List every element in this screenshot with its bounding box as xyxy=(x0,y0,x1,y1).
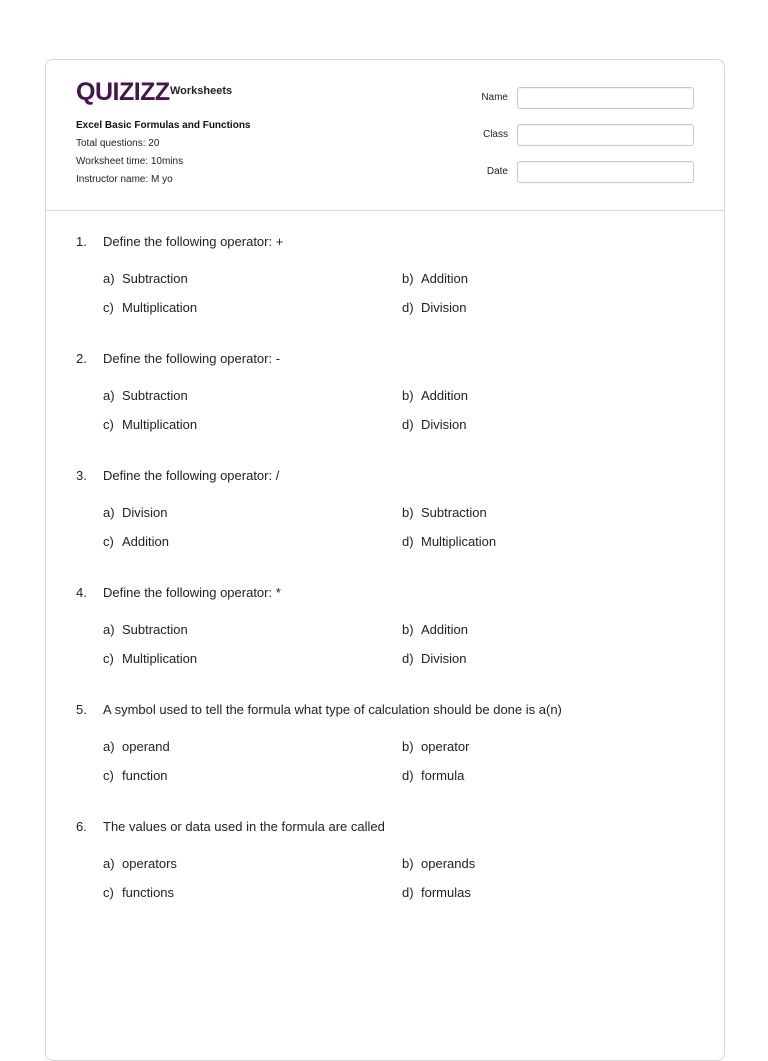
option-text: Division xyxy=(421,417,467,432)
question-number: 4. xyxy=(76,585,87,600)
question-text xyxy=(76,351,280,366)
answer-option[interactable] xyxy=(402,417,467,432)
answer-option[interactable] xyxy=(103,388,188,403)
class-label: Class xyxy=(482,129,508,140)
option-letter: a) xyxy=(103,856,115,871)
option-letter: a) xyxy=(103,505,115,520)
answer-option[interactable] xyxy=(402,739,469,754)
question-number: 2. xyxy=(76,351,87,366)
option-text: functions xyxy=(122,885,175,900)
option-letter: c) xyxy=(103,417,114,432)
answer-option[interactable] xyxy=(103,651,197,666)
question-prompt: Define the following operator: - xyxy=(103,351,281,366)
option-letter: d) xyxy=(402,417,414,432)
question-prompt: Define the following operator: + xyxy=(103,234,284,249)
question-prompt: Define the following operator: / xyxy=(103,468,280,483)
date-field[interactable] xyxy=(517,161,694,183)
answer-option[interactable] xyxy=(103,300,197,315)
worksheet-time: Worksheet time: 10mins xyxy=(76,156,184,167)
answer-option[interactable] xyxy=(103,885,174,900)
option-letter: c) xyxy=(103,768,114,783)
answer-option[interactable] xyxy=(103,534,169,549)
option-letter: b) xyxy=(402,622,414,637)
answer-option[interactable] xyxy=(402,622,468,637)
answer-option[interactable] xyxy=(103,856,177,871)
answer-option[interactable] xyxy=(103,622,188,637)
option-letter: d) xyxy=(402,885,414,900)
class-field[interactable] xyxy=(517,124,694,146)
name-field[interactable] xyxy=(517,87,694,109)
answer-option[interactable] xyxy=(402,651,467,666)
question-prompt: Define the following operator: * xyxy=(103,585,281,600)
option-letter: c) xyxy=(103,534,114,549)
option-letter: a) xyxy=(103,622,115,637)
option-letter: b) xyxy=(402,856,414,871)
option-text: Subtraction xyxy=(122,622,188,637)
option-text: Multiplication xyxy=(122,300,198,315)
answer-option[interactable] xyxy=(103,768,168,783)
option-text: Subtraction xyxy=(421,505,487,520)
question-text xyxy=(76,819,385,834)
question-prompt: The values or data used in the formula are called xyxy=(103,819,385,834)
option-letter: d) xyxy=(402,534,414,549)
answer-option[interactable] xyxy=(402,271,468,286)
answer-option[interactable] xyxy=(402,534,496,549)
option-text: Multiplication xyxy=(122,417,198,432)
option-text: operator xyxy=(421,739,470,754)
option-letter: b) xyxy=(402,505,414,520)
option-letter: c) xyxy=(103,300,114,315)
option-letter: c) xyxy=(103,651,114,666)
answer-option[interactable] xyxy=(402,856,475,871)
answer-option[interactable] xyxy=(103,417,197,432)
option-letter: a) xyxy=(103,388,115,403)
answer-option[interactable] xyxy=(402,300,467,315)
date-label: Date xyxy=(486,166,508,177)
option-text: Addition xyxy=(421,271,468,286)
logo-subtitle: Worksheets xyxy=(170,85,233,97)
option-text: Addition xyxy=(122,534,169,549)
option-text: Subtraction xyxy=(122,271,188,286)
instructor-name: Instructor name: M yo xyxy=(76,174,173,185)
question-text xyxy=(76,585,281,600)
answer-option[interactable] xyxy=(402,768,464,783)
option-letter: c) xyxy=(103,885,114,900)
name-label: Name xyxy=(481,92,508,103)
answer-option[interactable] xyxy=(402,885,471,900)
answer-option[interactable] xyxy=(103,505,168,520)
option-letter: b) xyxy=(402,739,414,754)
question-text xyxy=(76,702,562,717)
worksheet-header xyxy=(46,60,724,211)
option-text: Division xyxy=(421,300,467,315)
option-letter: d) xyxy=(402,768,414,783)
option-text: operators xyxy=(122,856,177,871)
quizizz-logo: QUIZIZZ xyxy=(76,78,170,106)
option-letter: d) xyxy=(402,300,414,315)
question-number: 1. xyxy=(76,234,87,249)
question-text xyxy=(76,234,283,249)
question-prompt: A symbol used to tell the formula what type of calculation should be done is a(n) xyxy=(103,702,562,717)
option-letter: d) xyxy=(402,651,414,666)
option-letter: a) xyxy=(103,739,115,754)
worksheet-title: Excel Basic Formulas and Functions xyxy=(76,120,251,131)
question-number: 3. xyxy=(76,468,87,483)
question-number: 5. xyxy=(76,702,87,717)
question-number: 6. xyxy=(76,819,87,834)
option-letter: b) xyxy=(402,388,414,403)
question-text xyxy=(76,468,279,483)
answer-option[interactable] xyxy=(103,271,188,286)
option-text: Division xyxy=(421,651,467,666)
option-text: formulas xyxy=(421,885,471,900)
option-letter: b) xyxy=(402,271,414,286)
option-text: Multiplication xyxy=(421,534,497,549)
answer-option[interactable] xyxy=(103,739,170,754)
option-letter: a) xyxy=(103,271,115,286)
option-text: operand xyxy=(122,739,170,754)
option-text: Division xyxy=(122,505,168,520)
total-questions: Total questions: 20 xyxy=(76,138,160,149)
answer-option[interactable] xyxy=(402,505,487,520)
option-text: operands xyxy=(421,856,476,871)
answer-option[interactable] xyxy=(402,388,468,403)
option-text: Subtraction xyxy=(122,388,188,403)
option-text: formula xyxy=(421,768,465,783)
option-text: function xyxy=(122,768,168,783)
option-text: Addition xyxy=(421,622,468,637)
option-text: Addition xyxy=(421,388,468,403)
worksheet xyxy=(45,59,725,1061)
option-text: Multiplication xyxy=(122,651,198,666)
